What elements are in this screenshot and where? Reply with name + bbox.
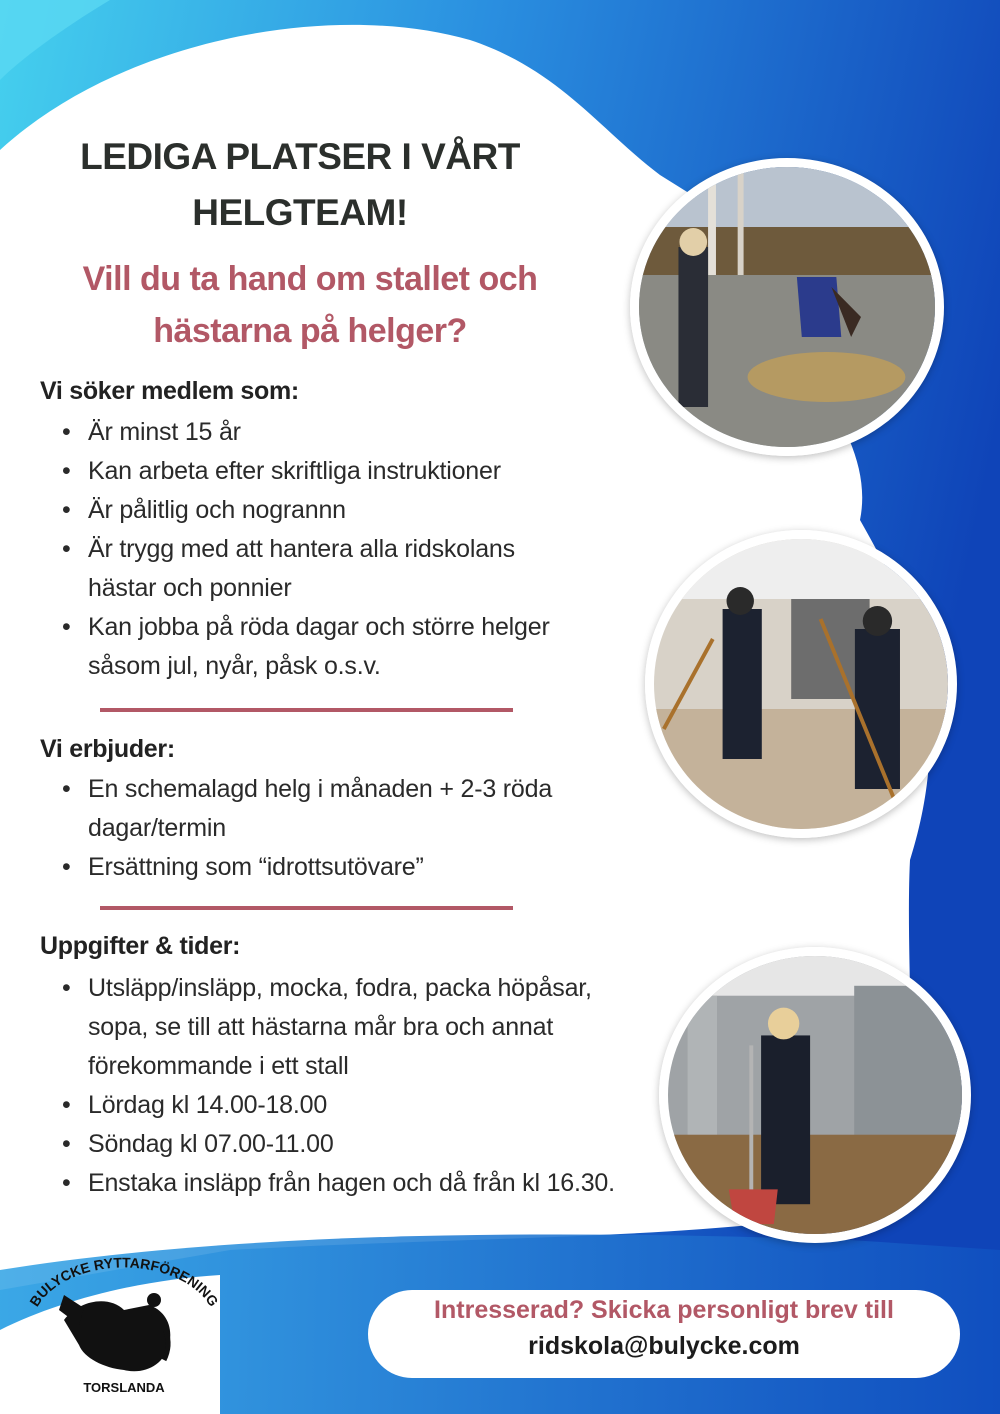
list-item: • En schemalagd helg i månaden + 2-3 röda dagar/termin (62, 770, 582, 848)
list-item: • Är trygg med att hantera alla ridskolans hästar och ponnier (62, 530, 558, 608)
offer-list (62, 770, 582, 887)
page-title-line1: LEDIGA PLATSER I VÅRT (80, 136, 520, 177)
logo-top-text: BULYCKE RYTTARFÖRENING (26, 1254, 222, 1310)
logo-bottom-text: TORSLANDA (83, 1380, 165, 1395)
list-item: • Lördag kl 14.00-18.00 (62, 1086, 642, 1125)
tasks-heading: Uppgifter & tider: (40, 932, 241, 960)
section-divider (100, 708, 513, 712)
photo-stable-aisle (645, 530, 957, 838)
requirements-heading: Vi söker medlem som: (40, 377, 299, 405)
club-logo (24, 1250, 224, 1400)
list-item: • Utsläpp/insläpp, mocka, fodra, packa höpåsar, sopa, se till att hästarna mår bra och annat förekommande i ett stall (62, 969, 628, 1086)
subtitle-line1: Vill du ta hand om stallet och (82, 260, 538, 298)
offer-heading: Vi erbjuder: (40, 735, 175, 763)
contact-box (368, 1290, 960, 1378)
photo-stall (659, 947, 971, 1243)
list-item: • Ersättning som “idrottsutövare” (62, 848, 582, 887)
tasks-list (62, 969, 642, 1203)
photo-paddock (630, 158, 944, 456)
list-item: • Enstaka insläpp från hagen och då från kl 16.30. (62, 1164, 688, 1203)
list-item: • Söndag kl 07.00-11.00 (62, 1125, 642, 1164)
contact-email-link[interactable]: ridskola@bulycke.com (528, 1332, 800, 1360)
list-item: • Är minst 15 år (62, 413, 622, 452)
contact-prompt: Intresserad? Skicka personligt brev till (434, 1296, 894, 1324)
list-item: • Kan arbeta efter skriftliga instruktioner (62, 452, 622, 491)
section-divider (100, 906, 513, 910)
subtitle-line2: hästarna på helger? (153, 312, 467, 350)
list-item: • Är pålitlig och nogrannn (62, 491, 622, 530)
requirements-list (62, 413, 622, 686)
list-item: • Kan jobba på röda dagar och större helger såsom jul, nyår, påsk o.s.v. (62, 608, 608, 686)
page-title-line2: HELGTEAM! (192, 192, 408, 233)
svg-text:BULYCKE RYTTARFÖRENING (26, 1254, 222, 1309)
